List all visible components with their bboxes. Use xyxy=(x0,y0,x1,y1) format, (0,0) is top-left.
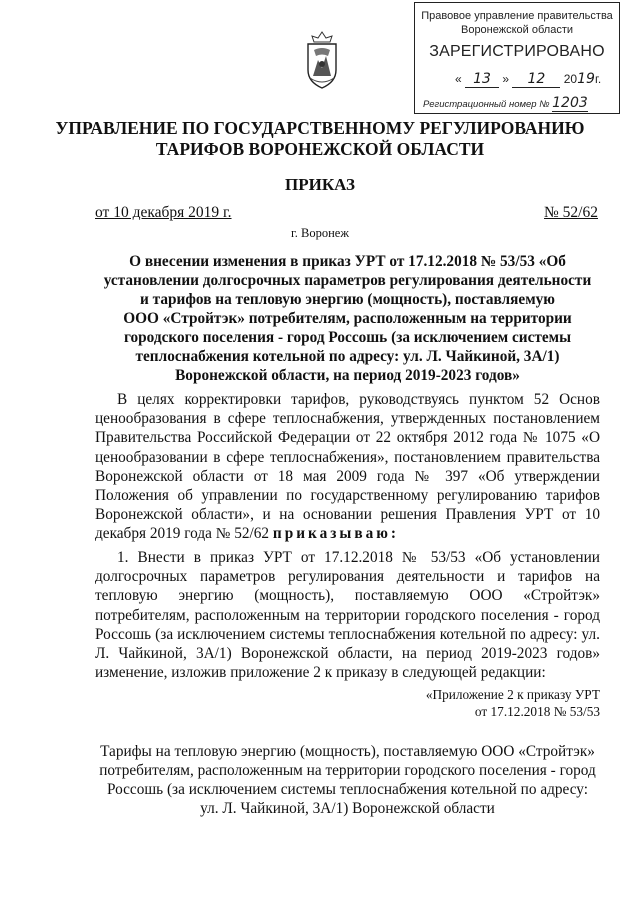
tariff-title-line: Тарифы на тепловую энергию (мощность), поставляемую ООО «Стройтэк» xyxy=(100,743,595,760)
stamp-date-day: 13 xyxy=(465,71,499,88)
org-title-line2: ТАРИФОВ ВОРОНЕЖСКОЙ ОБЛАСТИ xyxy=(155,139,485,159)
subject-line: Воронежской области, на период 2019-2023 годов» xyxy=(175,367,520,384)
tariff-title-line: ул. Л. Чайкиной, 3А/1) Воронежской области xyxy=(200,800,495,817)
stamp-date-year-prefix: 20 xyxy=(563,72,578,86)
document-number: № 52/62 xyxy=(544,204,598,221)
appendix-line1: «Приложение 2 к приказу УРТ xyxy=(425,687,600,702)
clause-1-paragraph: 1. Внести в приказ УРТ от 17.12.2018 № 53/53 «Об установлении долгосрочных параметров регулирования деятельности и тарифов на тепловую энергию (мощность), поставляемую ООО «Стройтэк» потребителям, расположенным на территории городского поселения - город Россошь (за исключением системы теплоснабжения котельной по адресу: ул. Л. Чайкиной, 3А/1) Воронежской области, на период 2019-2023 годов» изменение, изложив приложение 2 к приказу в следующей редакции: xyxy=(95,549,600,682)
stamp-date-sep: » xyxy=(502,72,510,86)
coat-of-arms-icon xyxy=(302,30,342,92)
subject-line: городского поселения - город Россошь (за исключением системы xyxy=(123,329,572,346)
registration-stamp xyxy=(414,2,620,114)
stamp-number xyxy=(423,95,613,111)
organization-title xyxy=(40,118,600,160)
stamp-org-line2: Воронежской области xyxy=(460,24,573,36)
subject-line: О внесении изменения в приказ УРТ от 17.12.2018 № 53/53 «Об xyxy=(129,253,566,270)
stamp-date xyxy=(455,71,609,89)
preamble-text: В целях корректировки тарифов, руководствуясь пунктом 52 Основ ценообразования в сфере теплоснабжения, утвержденных постановлением Правительства Российской Федерации от 22 октября 2012 года № 1075 «О ценообразовании в сфере теплоснабжения», постановлением правительства Воронежской области от 18 мая 2009 года № 397 «Об утверждении Положения об управлении по государственному регулированию тарифов Воронежской области», и на основании решения Правления УРТ от 10 декабря 2019 года № 52/62 xyxy=(95,391,600,543)
stamp-date-suffix: г. xyxy=(594,72,602,86)
stamp-org-line1: Правовое управление правительства xyxy=(421,10,613,22)
stamp-date-prefix: « xyxy=(455,72,462,86)
org-title-line1: УПРАВЛЕНИЕ ПО ГОСУДАРСТВЕННОМУ РЕГУЛИРОВАНИЮ xyxy=(55,118,585,138)
stamp-date-year: 19 xyxy=(577,71,595,87)
stamp-organization xyxy=(415,9,619,37)
subject-line: установлении долгосрочных параметров регулирования деятельности xyxy=(103,272,592,289)
stamp-number-label: Регистрационный номер № xyxy=(423,99,550,110)
appendix-reference xyxy=(426,686,600,720)
tariff-title-line: Россошь (за исключением системы теплоснабжения котельной по адресу: xyxy=(106,781,588,798)
tariff-title xyxy=(95,742,600,818)
document-city: г. Воронеж xyxy=(291,226,349,240)
stamp-number-value: 1203 xyxy=(552,95,588,111)
preamble-paragraph xyxy=(95,390,600,544)
document-type: ПРИКАЗ xyxy=(285,175,355,194)
order-word: приказываю: xyxy=(272,525,400,543)
appendix-line2: от 17.12.2018 № 53/53 xyxy=(474,704,600,719)
subject-line: ООО «Стройтэк» потребителям, расположенным на территории xyxy=(123,310,572,327)
stamp-status: ЗАРЕГИСТРИРОВАНО xyxy=(429,43,605,60)
document-date: от 10 декабря 2019 г. xyxy=(95,204,232,221)
subject-line: и тарифов на тепловую энергию (мощность), поставляемую xyxy=(140,291,555,308)
document-subject xyxy=(95,252,600,385)
subject-line: теплоснабжения котельной по адресу: ул. Л. Чайкиной, 3А/1) xyxy=(135,348,560,365)
stamp-date-month: 12 xyxy=(512,71,560,88)
tariff-title-line: потребителям, расположенным на территории городского поселения - город xyxy=(99,762,596,779)
